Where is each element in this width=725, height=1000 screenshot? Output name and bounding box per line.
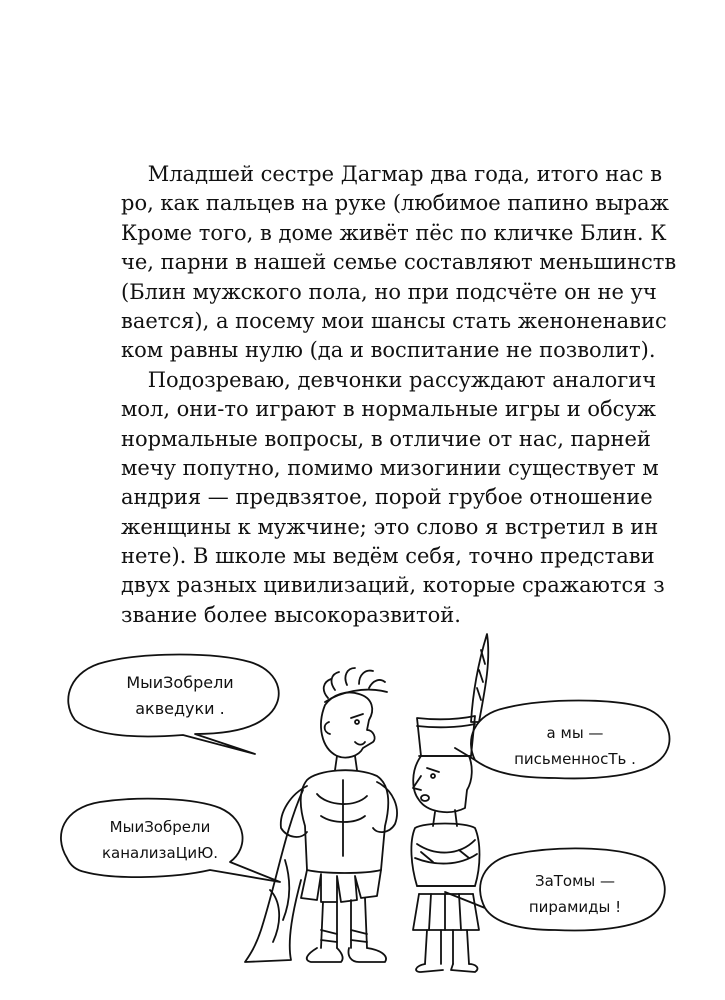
text-line: Кроме того, в доме живёт пёс по кличке Блин. К <box>121 220 667 245</box>
text-line: че, парни в нашей семье составляют меньшинств <box>121 250 677 275</box>
text-line: мечу попутно, помимо мизогинии существует м <box>121 455 659 480</box>
bubble-line: канализаЦиЮ. <box>101 844 219 862</box>
text-line: Младшей сестре Дагмар два года, итого нас в <box>121 162 663 186</box>
text-line: вается), а посему мои шансы стать женоненавис <box>121 308 667 333</box>
text-line: нете). В школе мы ведём себя, точно представи <box>121 544 655 569</box>
bubble-aqueducts-text <box>95 670 265 722</box>
text-line: звание более высокоразвитой. <box>121 602 461 627</box>
text-line: женщины к мужчине; это слово я встретил в ин <box>121 514 659 539</box>
roman-figure <box>245 668 397 962</box>
bubble-line: МыиЗобрели <box>109 818 211 836</box>
bubble-line: акведуки . <box>135 699 225 718</box>
bubble-sewer-text <box>85 814 235 866</box>
bubble-line: пирамиды ! <box>528 898 622 916</box>
text-line: (Блин мужского пола, но при подсчёте он не уч <box>121 279 657 304</box>
egyptian-figure <box>411 634 488 972</box>
text-line: ком равны нулю (да и воспитание не позволит). <box>121 338 656 363</box>
bubble-line: а мы — <box>546 724 604 742</box>
text-line: андрия — предвзятое, порой грубое отношение <box>121 485 653 510</box>
bubble-pyramids-text <box>505 868 645 920</box>
text-line: нормальные вопросы, в отличие от нас, парней <box>121 426 651 451</box>
cartoon-illustration <box>55 630 725 975</box>
bubble-line: ЗаТомы — <box>534 872 616 890</box>
text-line: мол, они-то играют в нормальные игры и обсуж <box>121 397 657 422</box>
text-line: ро, как пальцев на руке (любимое папино выраж <box>121 191 669 216</box>
text-line: двух разных цивилизаций, которые сражаются з <box>121 573 665 598</box>
bubble-line: МыиЗобрели <box>126 673 234 692</box>
body-text <box>121 160 725 630</box>
text-line: Подозреваю, девчонки рассуждают аналогич <box>121 367 657 392</box>
bubble-line: письменносТь . <box>514 750 636 768</box>
bubble-writing-text <box>495 720 655 772</box>
